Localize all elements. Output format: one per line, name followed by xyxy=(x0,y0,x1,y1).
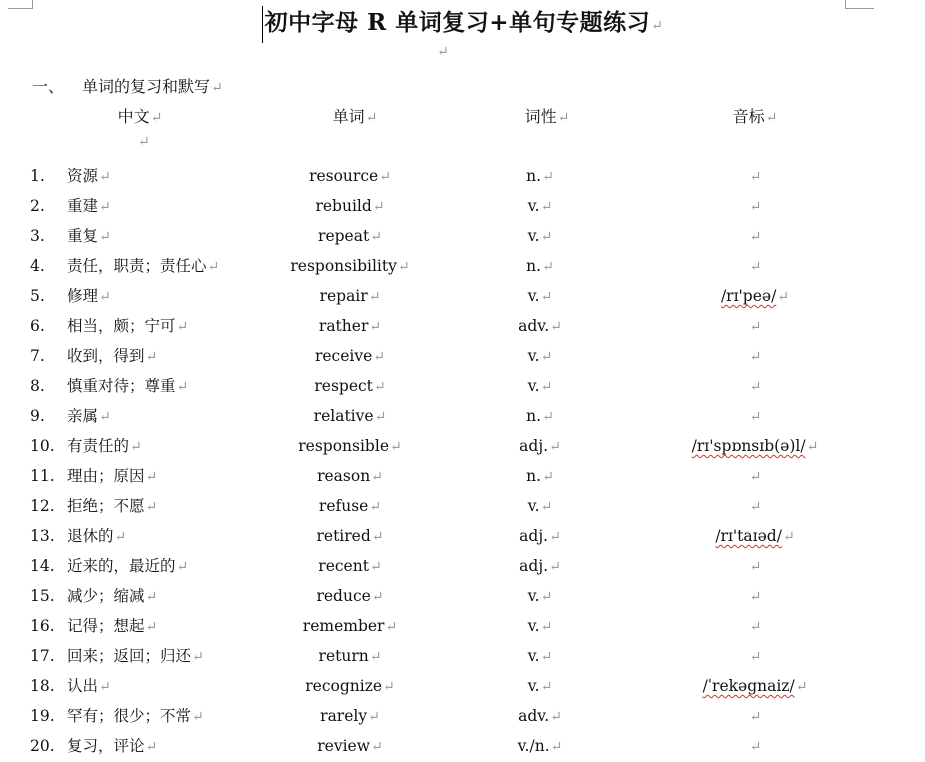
paragraph-mark-icon: ↵ xyxy=(540,679,553,695)
chinese-meaning: 亲属↵ xyxy=(67,407,111,425)
english-word: responsible↵ xyxy=(298,437,402,455)
list-item[interactable] xyxy=(0,251,925,281)
list-item[interactable] xyxy=(0,581,925,611)
paragraph-mark-icon: ↵ xyxy=(749,589,762,605)
phonetic[interactable] xyxy=(640,341,870,372)
paragraph-mark-icon: ↵ xyxy=(371,529,384,545)
paragraph-mark-icon: ↵ xyxy=(749,709,762,725)
chinese-meaning: 认出↵ xyxy=(67,677,111,695)
part-of-speech: v./n.↵ xyxy=(517,737,563,755)
paragraph-mark-icon: ↵ xyxy=(370,229,382,245)
title-block xyxy=(0,6,925,43)
item-number: 4. xyxy=(30,257,45,275)
paragraph-mark-icon: ↵ xyxy=(99,199,111,215)
list-item[interactable] xyxy=(0,491,925,521)
paragraph-mark-icon: ↵ xyxy=(373,379,386,395)
paragraph-mark-icon: ↵ xyxy=(550,739,563,755)
paragraph-mark-icon: ↵ xyxy=(540,589,553,605)
section-label: 单词的复习和默写 xyxy=(82,77,211,96)
phonetic[interactable] xyxy=(640,641,870,672)
paragraph-mark-icon: ↵ xyxy=(176,379,189,395)
list-item[interactable] xyxy=(0,551,925,581)
paragraph-mark-icon: ↵ xyxy=(150,110,163,126)
chinese-meaning: 重建↵ xyxy=(67,197,111,215)
paragraph-mark-icon: ↵ xyxy=(749,319,762,335)
paragraph-mark-icon: ↵ xyxy=(806,439,819,455)
paragraph-mark-icon: ↵ xyxy=(99,229,111,245)
item-number: 11. xyxy=(30,467,55,485)
chinese-meaning: 有责任的↵ xyxy=(67,437,142,455)
phonetic[interactable] xyxy=(640,731,870,762)
chinese-meaning: 近来的，最近的↵ xyxy=(67,557,189,575)
paragraph-mark-icon: ↵ xyxy=(749,199,762,215)
chinese-meaning: 理由；原因↵ xyxy=(67,467,158,485)
paragraph-mark-icon: ↵ xyxy=(371,589,384,605)
part-of-speech: v.↵ xyxy=(527,617,553,635)
paragraph-mark-icon: ↵ xyxy=(145,349,158,365)
paragraph-mark-icon: ↵ xyxy=(749,259,762,275)
section-number: 一、 xyxy=(32,77,65,96)
paragraph-mark-icon: ↵ xyxy=(385,619,398,635)
english-word: responsibility↵ xyxy=(290,257,410,275)
section-heading[interactable] xyxy=(32,74,223,97)
paragraph-mark-icon: ↵ xyxy=(749,409,762,425)
paragraph-mark-icon: ↵ xyxy=(114,529,127,545)
part-of-speech: n.↵ xyxy=(526,467,554,485)
paragraph-mark-icon: ↵ xyxy=(145,739,158,755)
paragraph-mark-icon: ↵ xyxy=(145,499,158,515)
part-of-speech: v.↵ xyxy=(527,647,553,665)
chinese-meaning: 重复↵ xyxy=(67,227,111,245)
phonetic[interactable] xyxy=(640,251,870,282)
phonetic[interactable] xyxy=(640,221,870,252)
paragraph-mark-icon: ↵ xyxy=(557,110,570,126)
phonetic[interactable]: /rɪ'taɪəd/↵ xyxy=(715,527,795,545)
paragraph-mark-icon: ↵ xyxy=(192,649,204,665)
part-of-speech: adv.↵ xyxy=(518,707,562,725)
paragraph-mark-icon: ↵ xyxy=(369,499,382,515)
part-of-speech: v.↵ xyxy=(527,227,553,245)
chinese-meaning: 罕有；很少；不常↵ xyxy=(67,707,204,725)
item-number: 3. xyxy=(30,227,45,245)
item-number: 17. xyxy=(30,647,55,665)
paragraph-mark-icon: ↵ xyxy=(390,439,402,455)
paragraph-mark-icon: ↵ xyxy=(795,679,808,695)
paragraph-mark-icon: ↵ xyxy=(540,229,553,245)
column-header-chinese: 中文↵ xyxy=(117,107,163,126)
chinese-meaning: 拒绝；不愿↵ xyxy=(67,497,158,515)
phonetic[interactable] xyxy=(640,191,870,222)
part-of-speech: v.↵ xyxy=(527,347,553,365)
item-number: 15. xyxy=(30,587,55,605)
phonetic[interactable] xyxy=(640,401,870,432)
chinese-meaning: 资源↵ xyxy=(67,167,111,185)
phonetic[interactable]: /rɪ'peə/↵ xyxy=(720,287,790,305)
list-item[interactable] xyxy=(0,401,925,431)
list-item[interactable] xyxy=(0,611,925,641)
item-number: 8. xyxy=(30,377,45,395)
paragraph-mark-icon: ↵ xyxy=(749,649,762,665)
paragraph-mark-icon: ↵ xyxy=(383,679,395,695)
paragraph-mark-icon: ↵ xyxy=(374,409,387,425)
item-number: 19. xyxy=(30,707,55,725)
paragraph-mark-icon: ↵ xyxy=(130,439,142,455)
english-word: retired↵ xyxy=(316,527,384,545)
part-of-speech: adv.↵ xyxy=(518,317,562,335)
paragraph-mark-icon: ↵ xyxy=(192,709,204,725)
paragraph-mark-icon: ↵ xyxy=(372,199,385,215)
paragraph-mark-icon: ↵ xyxy=(540,349,553,365)
list-item[interactable] xyxy=(0,431,925,461)
paragraph-mark-icon: ↵ xyxy=(749,469,762,485)
part-of-speech: n.↵ xyxy=(526,167,554,185)
list-item[interactable] xyxy=(0,461,925,491)
item-number: 9. xyxy=(30,407,45,425)
paragraph-mark-icon: ↵ xyxy=(749,619,762,635)
item-number: 14. xyxy=(30,557,55,575)
phonetic[interactable] xyxy=(640,461,870,492)
chinese-meaning: 退休的↵ xyxy=(67,527,127,545)
english-word: rebuild↵ xyxy=(315,197,385,215)
paragraph-mark-icon: ↵ xyxy=(145,589,158,605)
paragraph-mark-icon: ↵ xyxy=(749,559,762,575)
paragraph-mark-icon: ↵ xyxy=(549,529,561,545)
part-of-speech: n.↵ xyxy=(526,257,554,275)
paragraph-mark-icon: ↵ xyxy=(540,619,553,635)
paragraph-mark-icon: ↵ xyxy=(749,229,762,245)
english-word: receive↵ xyxy=(314,347,386,365)
item-number: 7. xyxy=(30,347,45,365)
item-number: 10. xyxy=(30,437,55,455)
english-word: refuse↵ xyxy=(318,497,382,515)
paragraph-mark-icon: ↵ xyxy=(365,110,378,126)
phonetic[interactable] xyxy=(640,581,870,612)
paragraph-mark-icon: ↵ xyxy=(540,649,553,665)
list-item[interactable] xyxy=(0,671,925,701)
english-word: relative↵ xyxy=(313,407,387,425)
english-word: recent↵ xyxy=(318,557,382,575)
phonetic[interactable] xyxy=(640,551,870,582)
paragraph-mark-icon: ↵ xyxy=(749,349,762,365)
paragraph-mark-icon: ↵ xyxy=(749,379,762,395)
paragraph-mark-icon: ↵ xyxy=(368,709,380,725)
list-item[interactable] xyxy=(0,161,925,191)
paragraph-mark-icon: ↵ xyxy=(176,559,189,575)
paragraph-mark-icon: ↵ xyxy=(99,679,111,695)
phonetic[interactable] xyxy=(640,611,870,642)
item-number: 1. xyxy=(30,167,45,185)
column-header-word: 单词↵ xyxy=(332,107,378,126)
chinese-meaning: 修理↵ xyxy=(67,287,111,305)
chinese-meaning: 记得；想起↵ xyxy=(67,617,158,635)
paragraph-mark-icon: ↵ xyxy=(540,379,553,395)
english-word: resource↵ xyxy=(309,167,391,185)
part-of-speech: v.↵ xyxy=(527,287,553,305)
list-item[interactable] xyxy=(0,731,925,761)
paragraph-mark-icon: ↵ xyxy=(782,529,795,545)
paragraph-mark-icon: ↵ xyxy=(138,134,150,150)
document-title[interactable] xyxy=(262,6,664,43)
phonetic[interactable] xyxy=(640,371,870,402)
paragraph-mark-icon: ↵ xyxy=(437,44,449,60)
item-number: 18. xyxy=(30,677,55,695)
paragraph-mark-icon: ↵ xyxy=(542,469,554,485)
paragraph-mark-icon: ↵ xyxy=(397,259,410,275)
part-of-speech: adj.↵ xyxy=(519,527,561,545)
english-word: return↵ xyxy=(318,647,382,665)
part-of-speech: adj.↵ xyxy=(519,437,561,455)
chinese-meaning: 收到，得到↵ xyxy=(67,347,158,365)
part-of-speech: v.↵ xyxy=(527,677,553,695)
paragraph-mark-icon: ↵ xyxy=(651,18,664,34)
paragraph-mark-icon: ↵ xyxy=(369,559,382,575)
part-of-speech: n.↵ xyxy=(526,407,554,425)
paragraph-mark-icon: ↵ xyxy=(550,319,562,335)
list-item[interactable] xyxy=(0,371,925,401)
paragraph-mark-icon: ↵ xyxy=(549,559,561,575)
chinese-meaning: 责任，职责；责任心↵ xyxy=(67,257,220,275)
phonetic[interactable] xyxy=(640,491,870,522)
chinese-meaning: 复习，评论↵ xyxy=(67,737,158,755)
paragraph-mark-icon: ↵ xyxy=(369,649,382,665)
paragraph-mark-icon: ↵ xyxy=(211,80,223,96)
item-number: 16. xyxy=(30,617,55,635)
item-number: 2. xyxy=(30,197,45,215)
chinese-meaning: 相当，颇；宁可↵ xyxy=(67,317,189,335)
phonetic[interactable]: /rɪ'spɒnsɪb(ə)l/↵ xyxy=(691,437,819,455)
phonetic[interactable] xyxy=(640,311,870,342)
chinese-meaning: 慎重对待；尊重↵ xyxy=(67,377,189,395)
part-of-speech: v.↵ xyxy=(527,497,553,515)
list-item[interactable] xyxy=(0,701,925,731)
item-number: 20. xyxy=(30,737,55,755)
part-of-speech: v.↵ xyxy=(527,587,553,605)
phonetic[interactable]: /ˈrekəgnaiz/↵ xyxy=(702,677,808,695)
paragraph-mark-icon: ↵ xyxy=(550,709,562,725)
paragraph-mark-icon: ↵ xyxy=(99,169,111,185)
english-word: rather↵ xyxy=(318,317,382,335)
phonetic[interactable] xyxy=(640,701,870,732)
paragraph-mark-icon: ↵ xyxy=(542,259,554,275)
list-item[interactable] xyxy=(0,641,925,671)
paragraph-mark-icon: ↵ xyxy=(749,499,762,515)
list-item[interactable] xyxy=(0,221,925,251)
english-word: recognize↵ xyxy=(305,677,395,695)
item-number: 12. xyxy=(30,497,55,515)
english-word: repeat↵ xyxy=(318,227,382,245)
paragraph-mark-icon: ↵ xyxy=(99,289,111,305)
document-title-text: 初中字母 R 单词复习+单句专题练习 xyxy=(264,9,651,36)
column-header-phonetic: 音标↵ xyxy=(732,107,778,126)
paragraph-mark-icon: ↵ xyxy=(540,289,553,305)
english-word: repair↵ xyxy=(319,287,381,305)
paragraph-mark-icon: ↵ xyxy=(369,319,382,335)
part-of-speech: v.↵ xyxy=(527,197,553,215)
paragraph-mark-icon: ↵ xyxy=(373,349,386,365)
paragraph-mark-icon: ↵ xyxy=(207,259,220,275)
english-word: review↵ xyxy=(317,737,383,755)
paragraph-mark-icon: ↵ xyxy=(379,169,391,185)
paragraph-mark-icon: ↵ xyxy=(542,169,554,185)
paragraph-mark-icon: ↵ xyxy=(99,409,111,425)
paragraph-mark-icon: ↵ xyxy=(540,499,553,515)
list-item[interactable] xyxy=(0,341,925,371)
paragraph-mark-icon: ↵ xyxy=(371,469,383,485)
english-word: respect↵ xyxy=(314,377,386,395)
english-word: rarely↵ xyxy=(320,707,380,725)
paragraph-mark-icon: ↵ xyxy=(176,319,189,335)
chinese-meaning: 减少；缩减↵ xyxy=(67,587,158,605)
part-of-speech: adj.↵ xyxy=(519,557,561,575)
list-item[interactable] xyxy=(0,191,925,221)
column-header-pos: 词性↵ xyxy=(524,107,570,126)
paragraph-mark-icon: ↵ xyxy=(765,110,778,126)
paragraph-mark-icon: ↵ xyxy=(371,739,383,755)
paragraph-mark-icon: ↵ xyxy=(777,289,790,305)
chinese-meaning: 回来；返回；归还↵ xyxy=(67,647,204,665)
list-item[interactable] xyxy=(0,281,925,311)
paragraph-mark-icon: ↵ xyxy=(145,619,158,635)
item-number: 13. xyxy=(30,527,55,545)
paragraph-mark-icon: ↵ xyxy=(542,409,554,425)
paragraph-mark-icon: ↵ xyxy=(549,439,561,455)
list-item[interactable] xyxy=(0,311,925,341)
paragraph-mark-icon: ↵ xyxy=(749,169,762,185)
english-word: reason↵ xyxy=(317,467,383,485)
paragraph-mark-icon: ↵ xyxy=(145,469,158,485)
item-number: 6. xyxy=(30,317,45,335)
english-word: reduce↵ xyxy=(316,587,384,605)
part-of-speech: v.↵ xyxy=(527,377,553,395)
paragraph-mark-icon: ↵ xyxy=(540,199,553,215)
paragraph-mark-icon: ↵ xyxy=(368,289,381,305)
paragraph-mark-icon: ↵ xyxy=(749,739,762,755)
phonetic[interactable] xyxy=(640,161,870,192)
list-item[interactable] xyxy=(0,521,925,551)
english-word: remember↵ xyxy=(302,617,398,635)
item-number: 5. xyxy=(30,287,45,305)
